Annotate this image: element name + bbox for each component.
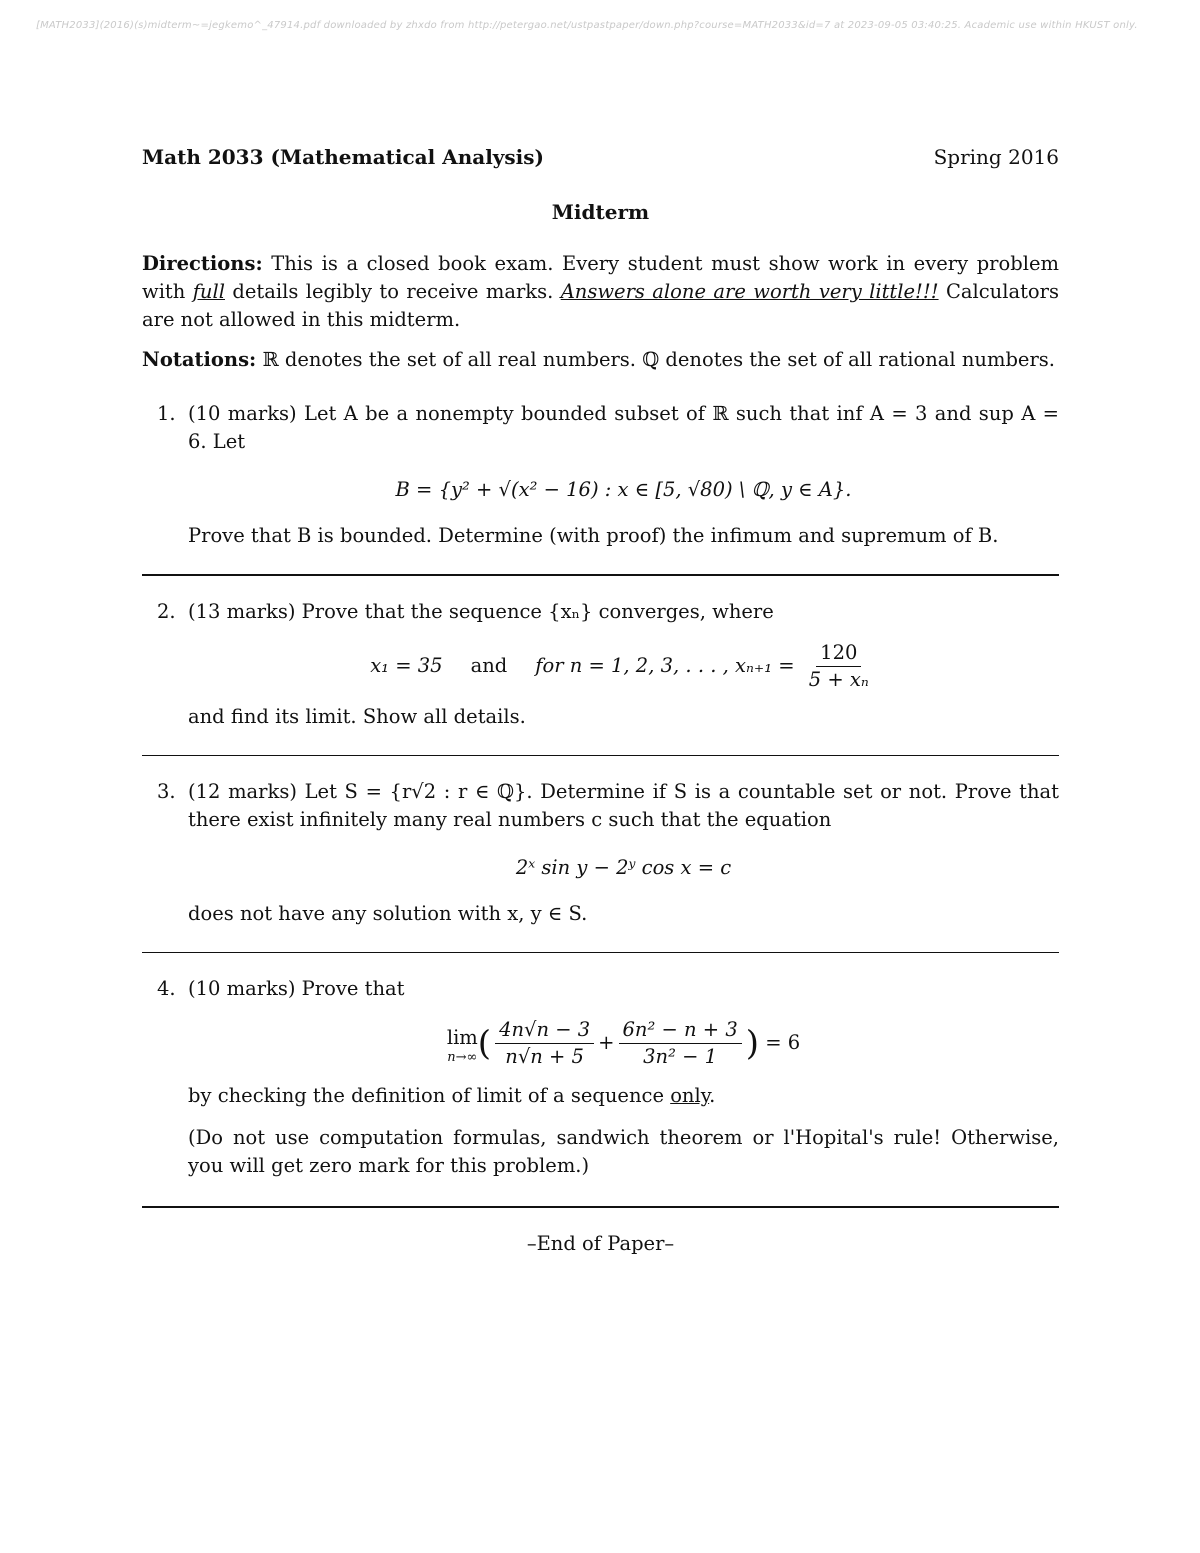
fraction-numerator: 120 <box>816 640 861 667</box>
directions-text-2: details legibly to receive marks. <box>224 280 561 303</box>
recurrence-and: and <box>470 654 508 677</box>
recurrence-initial: x₁ = 35 <box>370 654 443 677</box>
problem-statement: (13 marks) Prove that the sequence {xₙ} converges, where <box>188 600 774 623</box>
problem-number: 1. <box>157 402 176 425</box>
exam-page <box>142 143 1059 1258</box>
problem-1 <box>142 400 1059 550</box>
directions-label: Directions: <box>142 252 263 275</box>
exam-term: Spring 2016 <box>933 145 1059 169</box>
limit-subscript: n→∞ <box>447 1049 478 1065</box>
directions-full: full <box>192 280 225 303</box>
recurrence-fraction <box>805 640 873 693</box>
right-paren: ) <box>745 1023 759 1064</box>
plus-sign: + <box>598 1031 615 1054</box>
exam-header <box>142 143 1059 171</box>
directions-emphasis: Answers alone are worth very little!!! <box>560 280 939 303</box>
problem-display-math <box>188 1017 1059 1070</box>
problem-3 <box>142 778 1059 928</box>
directions-paragraph <box>142 250 1059 334</box>
problem-question-text: by checking the definition of limit of a sequence <box>188 1084 671 1107</box>
fraction-denominator: 3n² − 1 <box>643 1045 718 1068</box>
limit-fraction-1 <box>495 1017 594 1070</box>
problem-4 <box>142 975 1059 1180</box>
course-title: Math 2033 (Mathematical Analysis) <box>142 145 545 169</box>
limit-word: lim <box>446 1025 478 1049</box>
problem-display-math: B = {y² + √(x² − 16) : x ∈ [5, √80) \ ℚ, y ∈ A}. <box>395 478 852 501</box>
problem-statement: (10 marks) Prove that <box>188 977 405 1000</box>
fraction-numerator: 6n² − n + 3 <box>619 1017 742 1044</box>
recurrence-rule: for n = 1, 2, 3, . . . , xₙ₊₁ = <box>535 654 795 677</box>
download-watermark: [MATH2033](2016)(s)midterm~=jegkemo^_47914.pdf downloaded by zhxdo from http://petergao.net/ustpastpaper/down.php?course=MATH2033&id=7 at 2023-09-05 03:40:25. Academic use within HKUST only. <box>36 20 1138 31</box>
question-period: . <box>709 1084 716 1107</box>
notations-text: ℝ denotes the set of all real numbers. ℚ denotes the set of all rational numbers. <box>256 348 1055 371</box>
problem-question: Prove that B is bounded. Determine (with proof) the infimum and supremum of B. <box>188 524 999 547</box>
section-divider <box>142 952 1059 953</box>
section-divider <box>142 574 1059 576</box>
problem-display-math <box>188 640 1059 693</box>
section-divider <box>142 755 1059 756</box>
fraction-denominator: 5 + xₙ <box>808 668 869 691</box>
fraction-denominator: n√n + 5 <box>505 1045 584 1068</box>
left-paren: ( <box>477 1023 492 1064</box>
problem-question: does not have any solution with x, y ∈ S. <box>188 902 588 925</box>
problem-number: 4. <box>157 977 176 1000</box>
problem-note: (Do not use computation formulas, sandwich theorem or l'Hopital's rule! Otherwise, you will get zero mark for this problem.) <box>188 1126 1059 1177</box>
problem-number: 2. <box>157 600 176 623</box>
problem-display-math: 2ˣ sin y − 2ʸ cos x = c <box>515 856 732 879</box>
directions-text-1: This is a closed book exam. Every student must show work in every problem with <box>142 252 1059 303</box>
notations-paragraph <box>142 346 1059 374</box>
problem-number: 3. <box>157 780 176 803</box>
limit-value: = 6 <box>765 1031 801 1054</box>
limit-fraction-2 <box>619 1017 742 1070</box>
problem-2 <box>142 598 1059 731</box>
end-of-paper: –End of Paper– <box>526 1232 675 1255</box>
problem-question <box>188 1082 1059 1110</box>
problem-question: and find its limit. Show all details. <box>188 705 526 728</box>
fraction-numerator: 4n√n − 3 <box>495 1017 594 1044</box>
notations-label: Notations: <box>142 348 257 371</box>
problem-statement: (10 marks) Let A be a nonempty bounded subset of ℝ such that inf A = 3 and sup A = 6. Let <box>188 402 1059 453</box>
section-divider <box>142 1206 1059 1208</box>
directions-text-3: Calculators are not allowed in this midterm. <box>142 280 1059 331</box>
only-emphasis: only <box>670 1084 710 1107</box>
problem-statement: (12 marks) Let S = {r√2 : r ∈ ℚ}. Determine if S is a countable set or not. Prove that there exist infinitely many real numbers c such that the equation <box>188 780 1059 831</box>
limit-operator <box>447 1024 478 1064</box>
exam-title: Midterm <box>551 200 650 224</box>
